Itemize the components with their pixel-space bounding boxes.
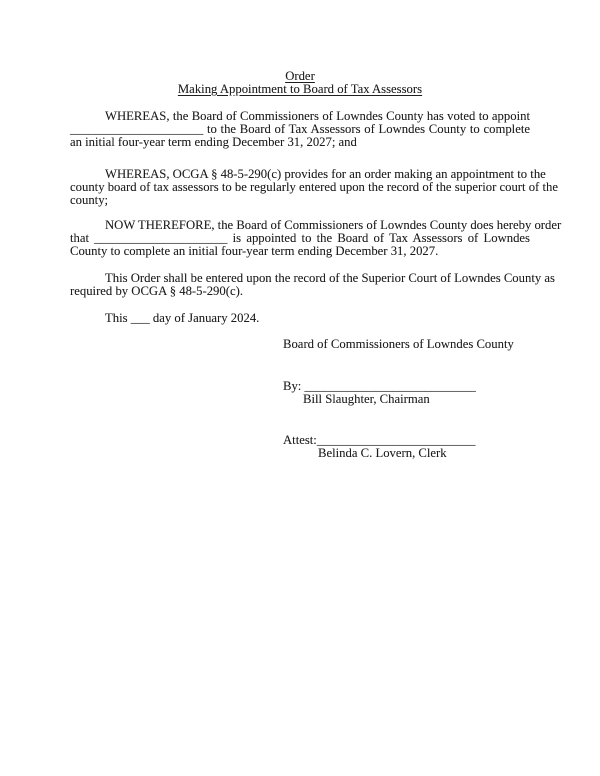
paragraph-whereas-ocga <box>70 167 558 207</box>
paragraph-entered-record <box>70 271 555 298</box>
paragraph-line: WHEREAS, the Board of Commissioners of Lowndes County has voted to appoint <box>105 109 530 123</box>
subtitle-text-underlined: Making Appointment to Board of Tax Assessors <box>177 82 423 96</box>
paragraph-line-with-blank: that _____________________ is appointed to the Board of Tax Assessors of Lowndes <box>70 231 530 245</box>
paragraph-line: This Order shall be entered upon the record of the Superior Court of Lowndes County as <box>105 271 555 285</box>
paragraph-line: WHEREAS, OCGA § 48-5-290(c) provides for an order making an appointment to the <box>105 167 546 181</box>
signature-block <box>70 338 530 460</box>
paragraph-line: an initial four-year term ending December 31, 2027; and <box>70 135 357 149</box>
by-signature-line: By: ___________________________ <box>283 379 476 393</box>
date-line: This ___ day of January 2024. <box>105 311 260 325</box>
title-text-underlined: Order <box>285 69 315 83</box>
org-name-line: Board of Commissioners of Lowndes County <box>283 337 514 351</box>
paragraph-line: county; <box>70 193 109 207</box>
paragraph-whereas-appointment <box>70 110 530 149</box>
paragraph-line: county board of tax assessors to be regularly entered upon the record of the superior court of the <box>70 180 558 194</box>
paragraph-date-line <box>70 312 530 325</box>
paragraph-line: required by OCGA § 48-5-290(c). <box>70 284 244 298</box>
attest-signature-line: Attest:_________________________ <box>283 433 476 447</box>
title-line-subtitle <box>70 83 530 96</box>
clerk-name-line: Belinda C. Lovern, Clerk <box>318 446 447 460</box>
paragraph-now-therefore <box>70 218 562 258</box>
chairman-name-line: Bill Slaughter, Chairman <box>303 392 430 406</box>
paragraph-line-with-blank: _____________________ to the Board of Tax Assessors of Lowndes County to complete <box>70 122 530 136</box>
document-title <box>70 70 530 96</box>
paragraph-line: County to complete an initial four-year term ending December 31, 2027. <box>70 244 439 258</box>
paragraph-line: NOW THEREFORE, the Board of Commissioners of Lowndes County does hereby order <box>105 218 562 232</box>
